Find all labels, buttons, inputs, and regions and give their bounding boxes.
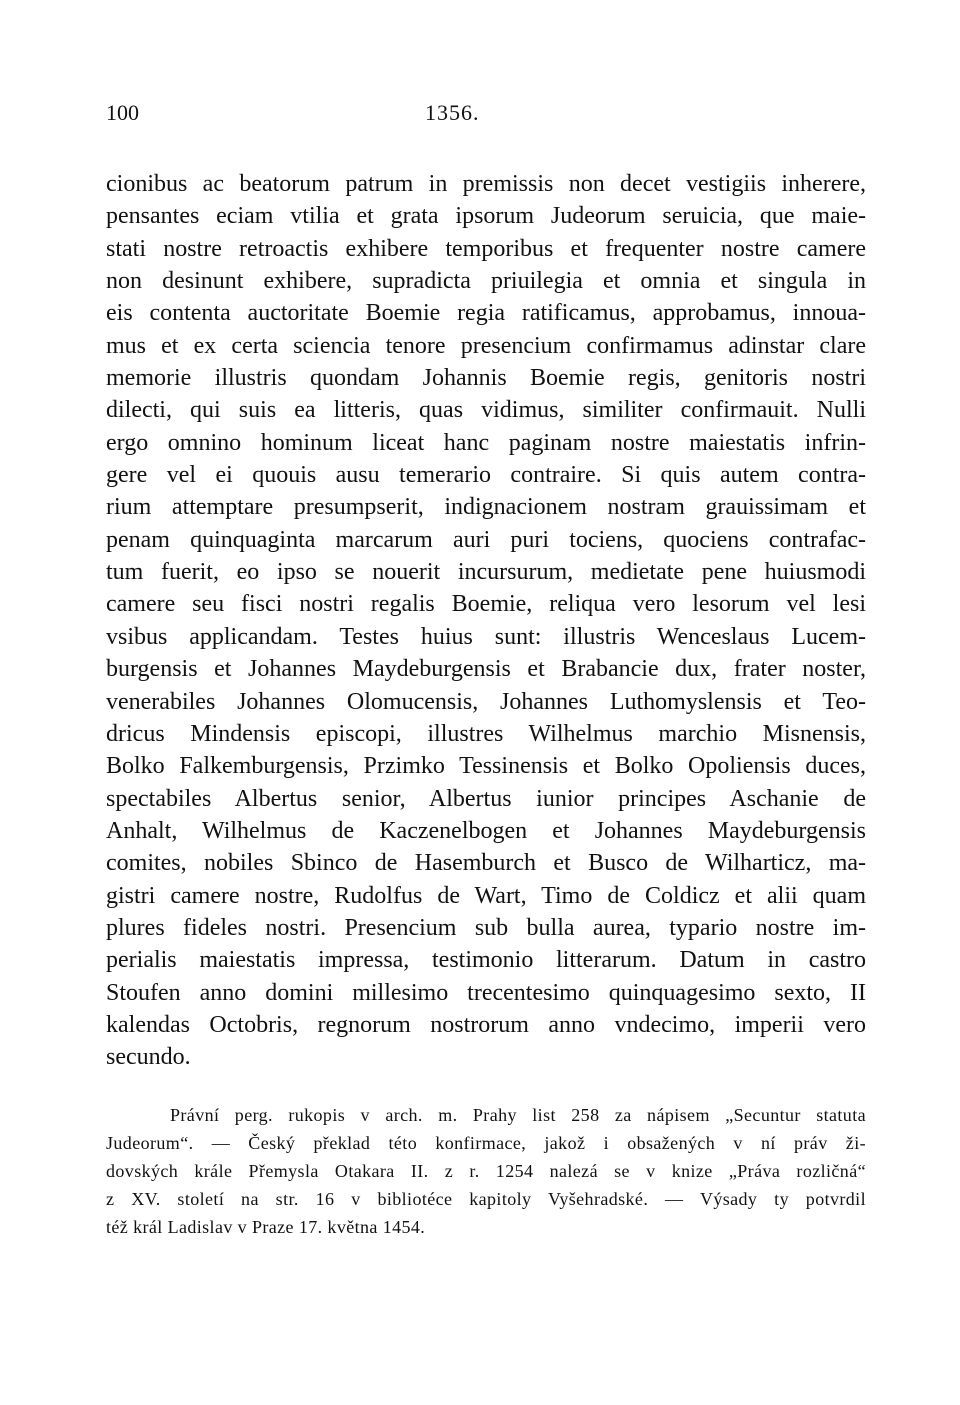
text-line: gistri camere nostre, Rudolfus de Wart, Timo de Coldicz et alii quam [106, 882, 866, 909]
text-line: venerabiles Johannes Olomucensis, Johannes Luthomyslensis et Teo- [106, 688, 866, 715]
text-line: Bolko Falkemburgensis, Przimko Tessinensis et Bolko Opoliensis duces, [106, 753, 866, 780]
text-line: mus et ex certa sciencia tenore presencium confirmamus adinstar clare [106, 332, 866, 359]
note-line: z XV. století na str. 16 v bibliotéce kapitoly Vyšehradské. — Výsady ty potvrdil [106, 1189, 866, 1209]
text-line: dricus Mindensis episcopi, illustres Wilhelmus marchio Misnensis, [106, 720, 866, 747]
text-line: stati nostre retroactis exhibere temporibus et frequenter nostre camere [106, 235, 866, 262]
text-line: memorie illustris quondam Johannis Boemie regis, genitoris nostri [106, 365, 866, 392]
text-line: ergo omnino hominum liceat hanc paginam nostre maiestatis infrin- [106, 429, 866, 456]
text-line: non desinunt exhibere, supradicta priuilegia et omnia et singula in [106, 268, 866, 295]
running-header-year: 1356. [425, 100, 480, 125]
text-line: gere vel ei quouis ausu temerario contraire. Si quis autem contra- [106, 462, 866, 489]
text-line: penam quinquaginta marcarum auri puri tociens, quociens contrafac- [106, 526, 866, 553]
note-line: Judeorum“. — Český překlad této konfirmace, jakož i obsažených v ní práv ži- [106, 1133, 866, 1153]
text-line: burgensis et Johannes Maydeburgensis et Brabancie dux, frater noster, [106, 656, 866, 683]
text-line: spectabiles Albertus senior, Albertus iunior principes Aschanie de [106, 785, 866, 812]
note-line: dovských krále Přemysla Otakara II. z r. 1254 nalezá se v knize „Práva rozličná“ [106, 1161, 866, 1181]
text-line: rium attemptare presumpserit, indignacionem nostram grauissimam et [106, 494, 866, 521]
text-line: pensantes eciam vtilia et grata ipsorum Judeorum seruicia, que maie- [106, 203, 866, 230]
editorial-note [106, 1101, 866, 1241]
text-line: plures fideles nostri. Presencium sub bulla aurea, typario nostre im- [106, 914, 866, 941]
text-line: vsibus applicandam. Testes huius sunt: illustris Wenceslaus Lucem- [106, 623, 866, 650]
page-number: 100 [106, 100, 139, 125]
text-line: kalendas Octobris, regnorum nostrorum anno vndecimo, imperii vero [106, 1011, 866, 1038]
page-header [106, 100, 866, 130]
text-line: Stoufen anno domini millesimo trecentesimo quinquagesimo sexto, II [106, 979, 866, 1006]
text-line: camere seu fisci nostri regalis Boemie, reliqua vero lesorum vel lesi [106, 591, 866, 618]
main-text [106, 168, 866, 1074]
text-line: eis contenta auctoritate Boemie regia ratificamus, approbamus, innoua- [106, 300, 866, 327]
text-line: secundo. [106, 1044, 191, 1071]
text-line: comites, nobiles Sbinco de Hasemburch et Busco de Wilharticz, ma- [106, 850, 866, 877]
text-line: dilecti, qui suis ea litteris, quas vidimus, similiter confirmauit. Nulli [106, 397, 866, 424]
text-line: perialis maiestatis impressa, testimonio litterarum. Datum in castro [106, 947, 866, 974]
note-line: též král Ladislav v Praze 17. května 1454. [106, 1217, 426, 1237]
note-line: Právní perg. rukopis v arch. m. Prahy list 258 za nápisem „Secuntur statuta [170, 1105, 866, 1125]
text-line: tum fuerit, eo ipso se nouerit incursurum, medietate pene huiusmodi [106, 559, 866, 586]
text-line: Anhalt, Wilhelmus de Kaczenelbogen et Johannes Maydeburgensis [106, 817, 866, 844]
text-line: cionibus ac beatorum patrum in premissis non decet vestigiis inherere, [106, 171, 866, 197]
